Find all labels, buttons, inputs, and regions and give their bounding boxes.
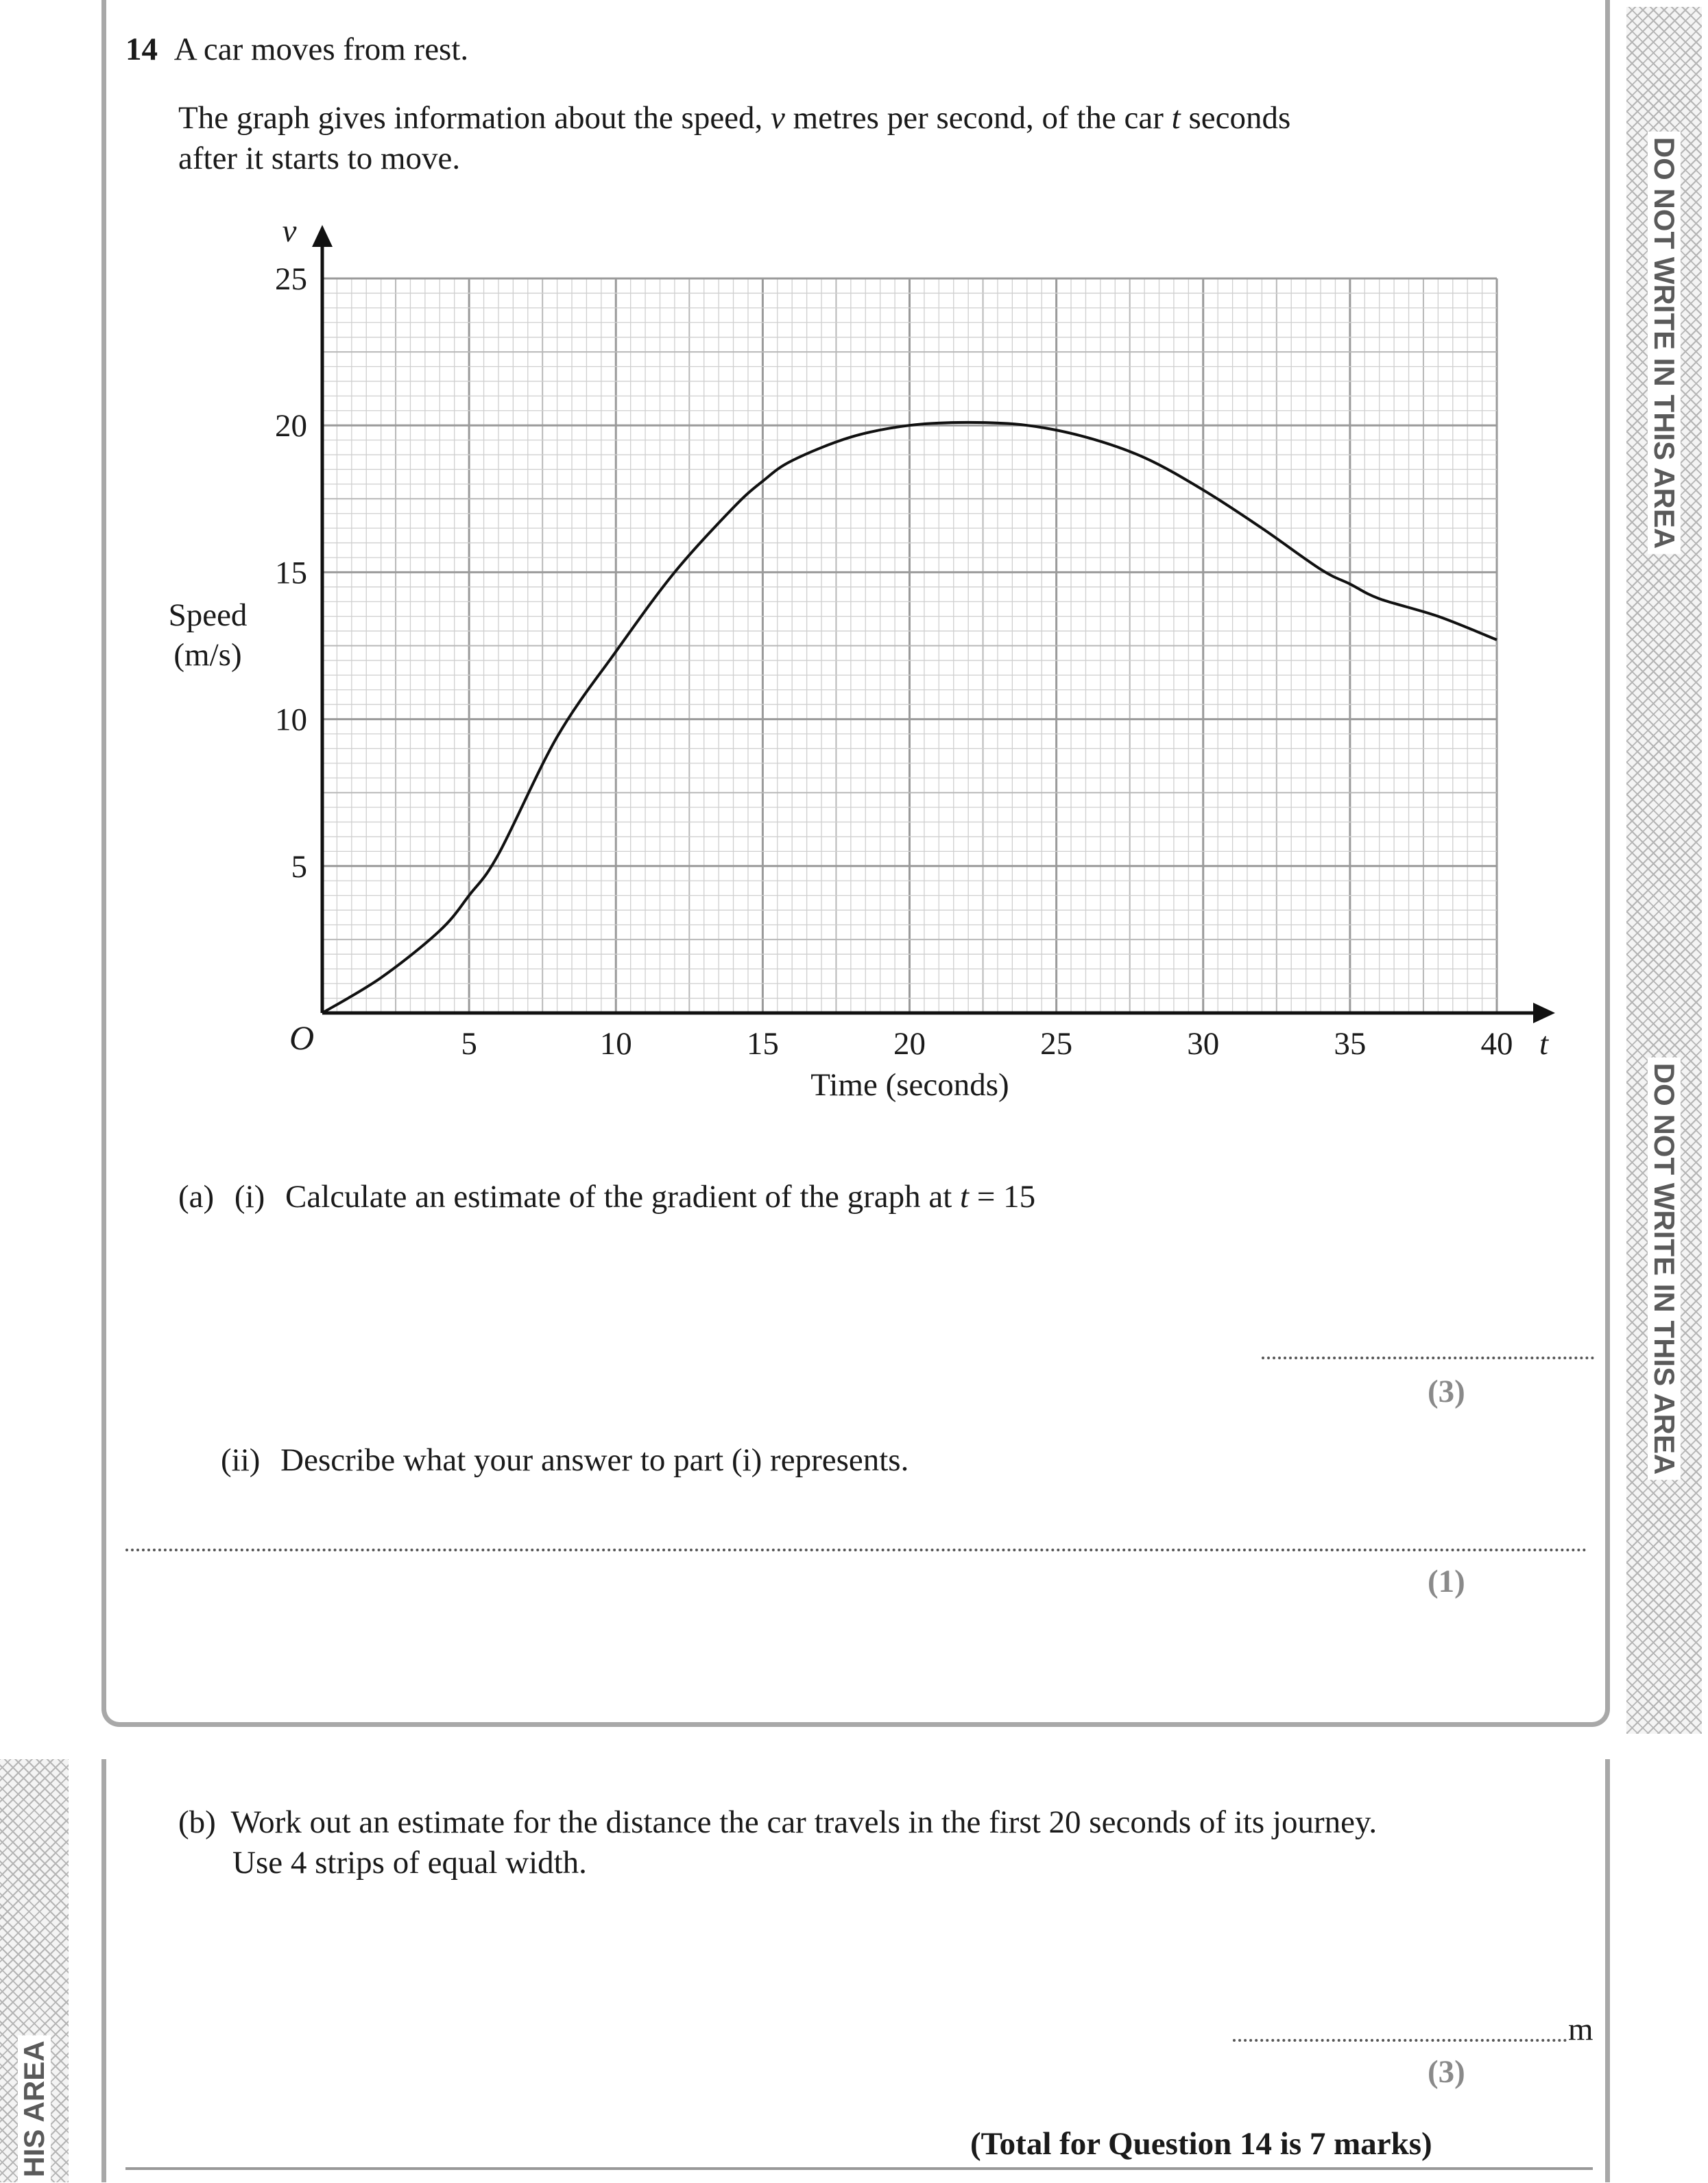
x-tick-label: 25	[1040, 1026, 1073, 1062]
part-a-i-text: Calculate an estimate of the gradient of the graph at	[285, 1179, 961, 1215]
y-tick-label: 5	[291, 848, 307, 885]
marks-a-i: (3)	[1428, 1374, 1465, 1409]
x-tick-label: 15	[746, 1026, 779, 1062]
y-axis-label: Speed (m/s)	[168, 597, 248, 673]
y-tick-label: 10	[275, 702, 307, 738]
x-tick-label: 40	[1480, 1026, 1513, 1062]
y-axis-symbol: v	[282, 213, 297, 249]
y-axis-arrow	[312, 225, 333, 247]
variable-v: v	[771, 100, 785, 136]
part-b-line2: Use 4 strips of equal width.	[232, 1845, 587, 1881]
chart-grid	[322, 278, 1497, 1013]
answer-line-a-ii[interactable]	[125, 1549, 1587, 1551]
variable-t: t	[960, 1179, 970, 1215]
do-not-write-label: DO NOT WRITE IN THIS AREA	[1648, 1058, 1681, 1480]
do-not-write-label: DO NOT WRITE IN THIS AREA	[1648, 132, 1681, 554]
question-description-line2: after it starts to move.	[178, 141, 461, 176]
part-a-i	[178, 1177, 1035, 1217]
x-tick-label: 20	[893, 1026, 926, 1062]
origin-label: O	[289, 1018, 315, 1057]
part-a-i-label: (i)	[234, 1179, 265, 1215]
frame-left-border	[101, 1759, 106, 2182]
part-a-i-text-end: = 15	[969, 1179, 1036, 1215]
x-axis-label: Time (seconds)	[810, 1067, 1009, 1103]
marks-b: (3)	[1428, 2054, 1465, 2090]
y-tick-label: 15	[275, 555, 307, 591]
question-total: (Total for Question 14 is 7 marks)	[970, 2126, 1432, 2162]
x-axis-arrow	[1533, 1003, 1555, 1023]
y-tick-label: 25	[275, 261, 307, 297]
part-b-line1: Work out an estimate for the distance the car travels in the first 20 seconds of its journey.	[230, 1804, 1378, 1840]
answer-line-b[interactable]	[1233, 2039, 1567, 2042]
part-b-label: (b)	[178, 1804, 216, 1840]
question-intro: A car moves from rest.	[173, 32, 469, 67]
x-tick-label: 35	[1334, 1026, 1367, 1062]
x-tick-label: 30	[1187, 1026, 1220, 1062]
answer-line-a-i[interactable]	[1262, 1357, 1594, 1359]
description-text: metres per second, of the car	[784, 100, 1172, 136]
total-divider	[125, 2167, 1593, 2170]
part-a-ii	[221, 1440, 909, 1481]
marks-a-ii: (1)	[1428, 1564, 1465, 1599]
description-text: The graph gives information about the speed,	[178, 100, 771, 136]
frame-right-border	[1605, 1759, 1610, 2182]
x-tick-label: 5	[461, 1026, 477, 1062]
part-a-label: (a)	[178, 1179, 215, 1215]
x-tick-label: 10	[599, 1026, 632, 1062]
y-tick-label: 20	[275, 408, 307, 444]
answer-unit: m	[1568, 2012, 1593, 2047]
description-text: seconds	[1180, 100, 1291, 136]
chart-axis-labels	[169, 213, 1549, 1103]
part-b	[178, 1802, 1377, 1843]
part-a-ii-label: (ii)	[221, 1442, 261, 1478]
x-axis-symbol: t	[1539, 1026, 1549, 1062]
variable-t: t	[1171, 100, 1181, 136]
do-not-write-label: HIS AREA	[18, 2035, 51, 2182]
question-number: 14	[125, 32, 158, 67]
part-a-ii-text: Describe what your answer to part (i) represents.	[280, 1442, 909, 1478]
